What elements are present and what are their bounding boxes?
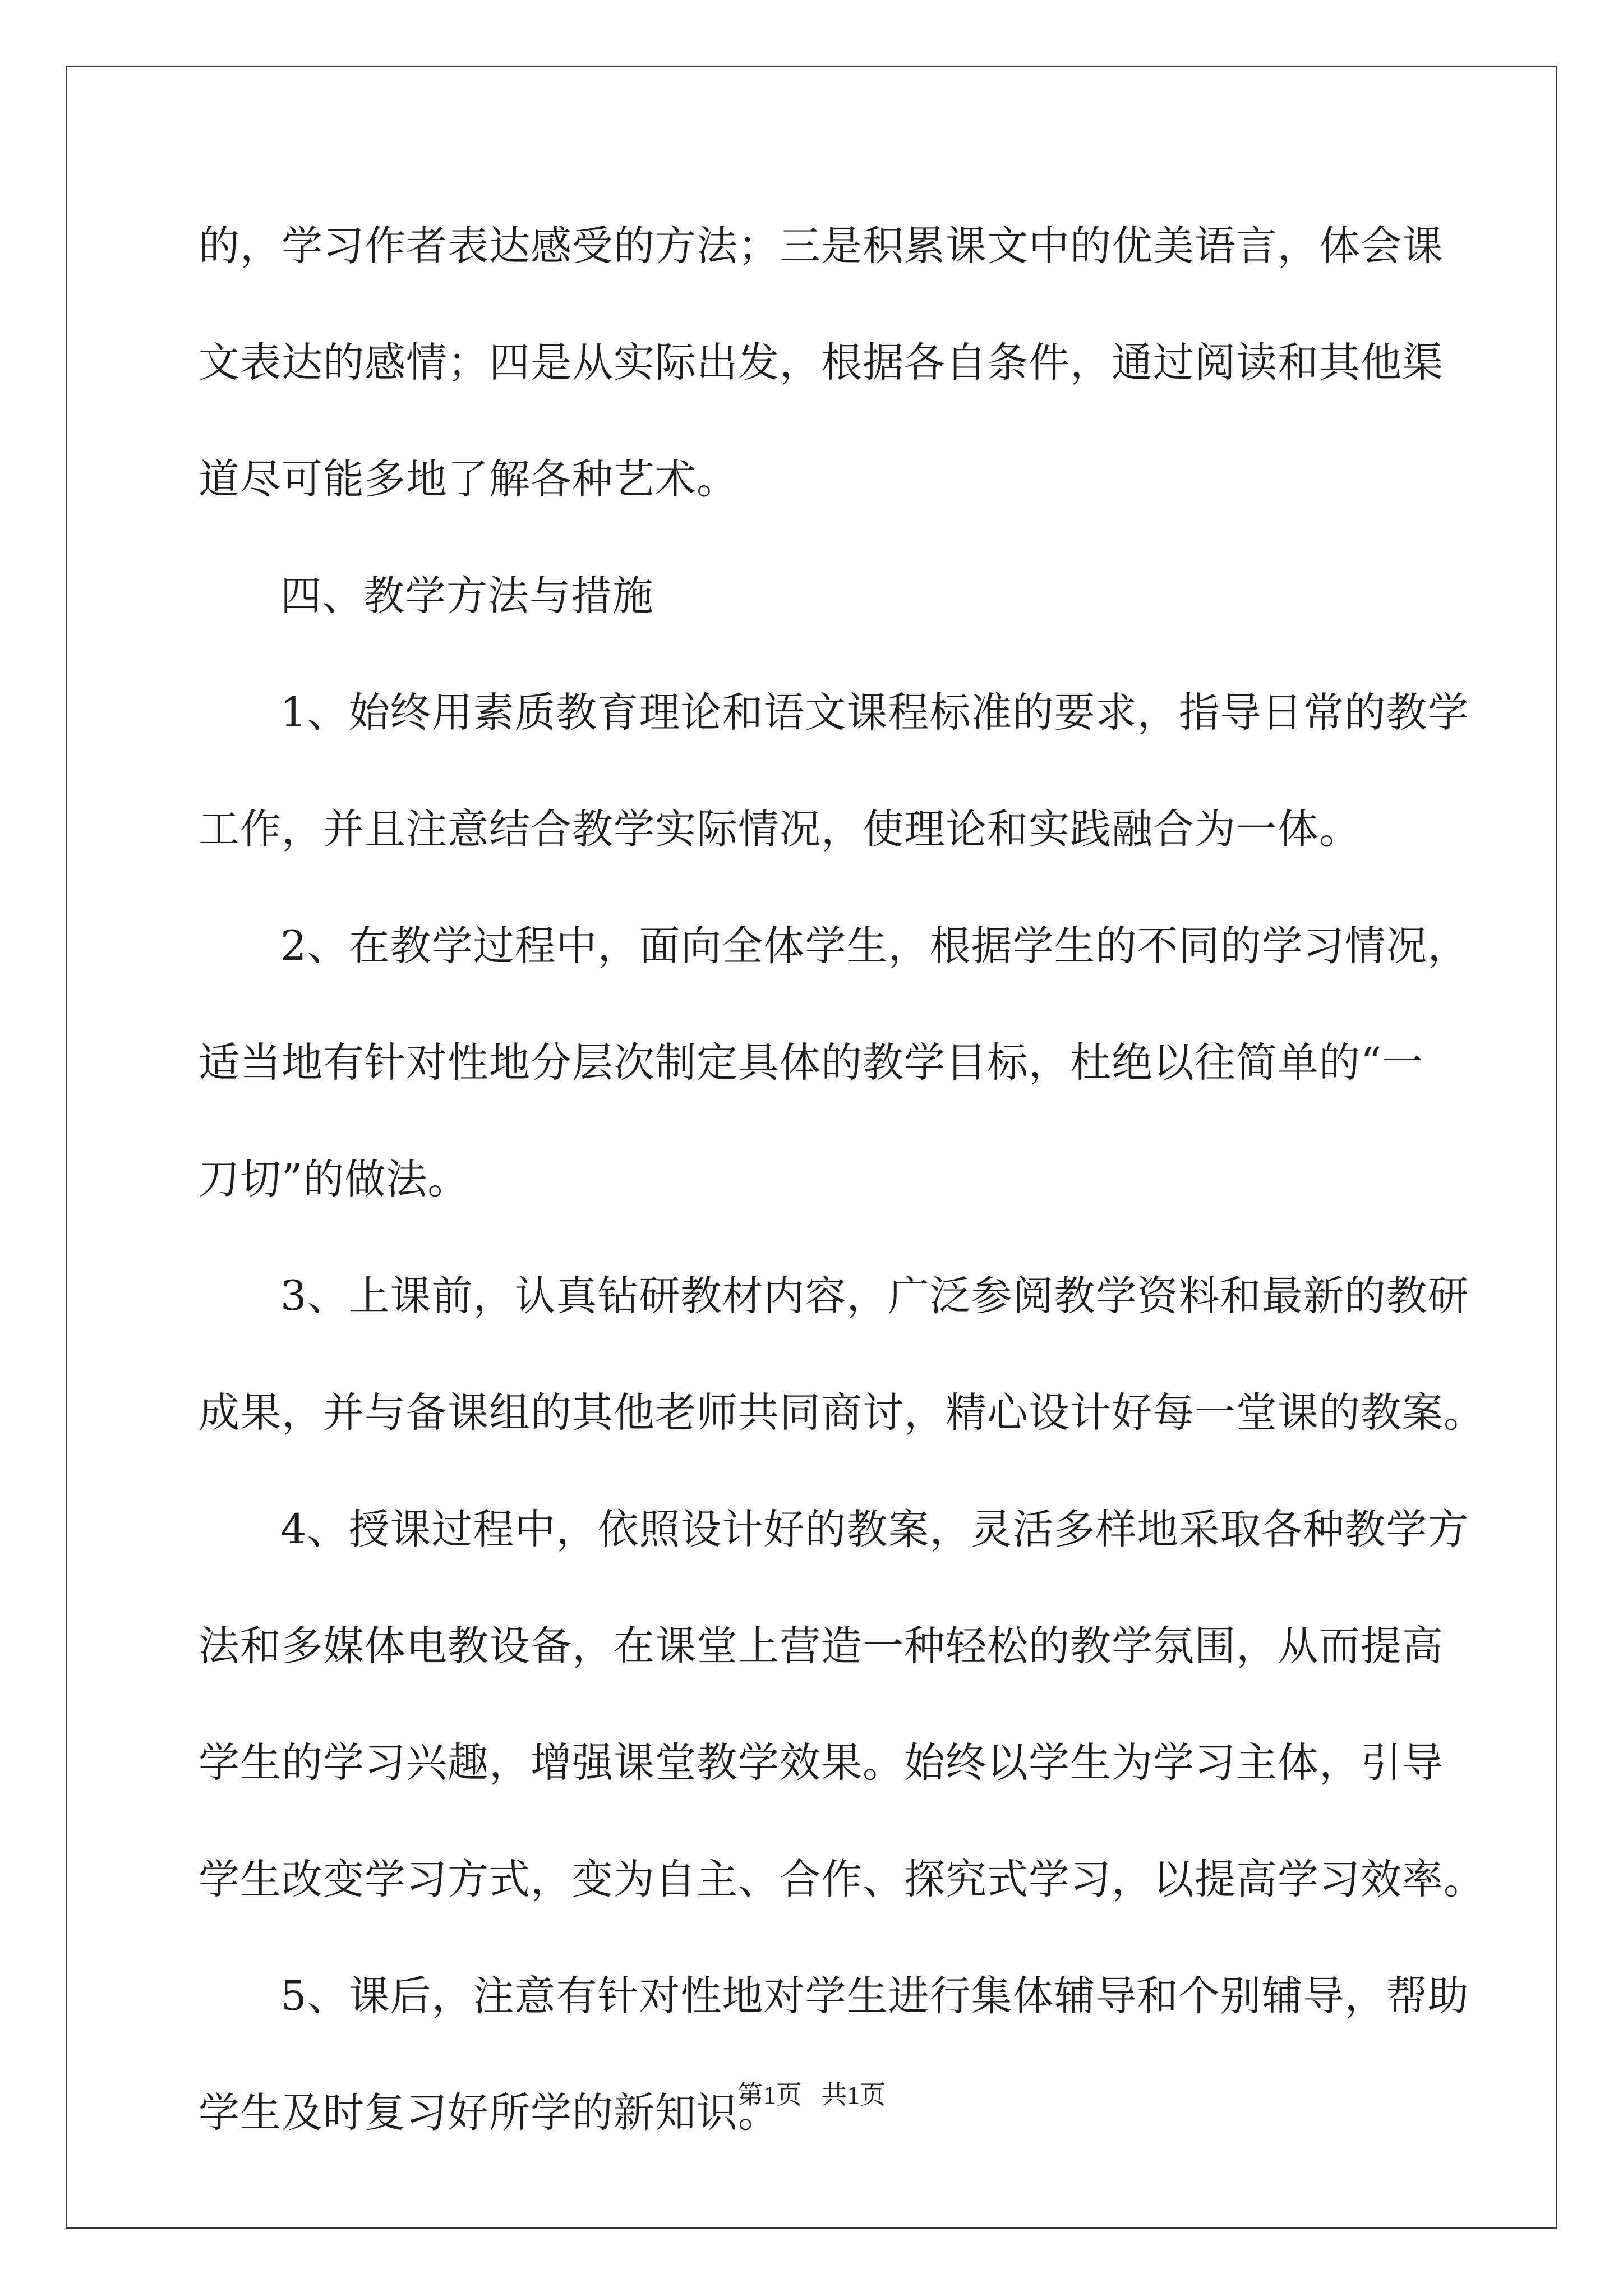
text-line: 学生及时复习好所学的新知识。 (199, 2089, 780, 2137)
text-line: 成果，并与备课组的其他老师共同商讨，精心设计好每一堂课的教案。 (199, 1389, 1485, 1437)
text-line: 4、授课过程中，依照设计好的教案，灵活多样地采取各种教学方 (280, 1506, 1469, 1553)
document-body (199, 210, 1485, 2193)
text-line: 1、始终用素质教育理论和语文课程标准的要求，指导日常的教学 (280, 689, 1469, 737)
text-line: 适当地有针对性地分层次制定具体的教学目标，杜绝以往简单的“一 (199, 1039, 1424, 1087)
page-number-footer: 第1页 共1页 (737, 2081, 886, 2109)
text-line: 道尽可能多地了解各种艺术。 (199, 455, 738, 503)
section-heading: 四、教学方法与措施 (280, 572, 654, 620)
text-line: 的，学习作者表达感受的方法；三是积累课文中的优美语言，体会课 (199, 222, 1444, 270)
text-line: 2、在教学过程中，面向全体学生，根据学生的不同的学习情况， (280, 922, 1469, 970)
text-line: 3、上课前，认真钻研教材内容，广泛参阅教学资料和最新的教研 (280, 1272, 1469, 1320)
text-line: 学生改变学习方式，变为自主、合作、探究式学习，以提高学习效率。 (199, 1856, 1485, 1903)
text-line: 法和多媒体电教设备，在课堂上营造一种轻松的教学氛围，从而提高 (199, 1622, 1444, 1670)
text-line: 文表达的感情；四是从实际出发，根据各自条件，通过阅读和其他渠 (199, 339, 1444, 386)
text-line: 刀切”的做法。 (199, 1156, 469, 1203)
text-line: 学生的学习兴趣，增强课堂教学效果。始终以学生为学习主体，引导 (199, 1739, 1444, 1787)
text-line: 5、课后，注意有针对性地对学生进行集体辅导和个别辅导，帮助 (280, 1972, 1469, 2020)
text-line: 工作，并且注意结合教学实际情况，使理论和实践融合为一体。 (199, 806, 1361, 853)
